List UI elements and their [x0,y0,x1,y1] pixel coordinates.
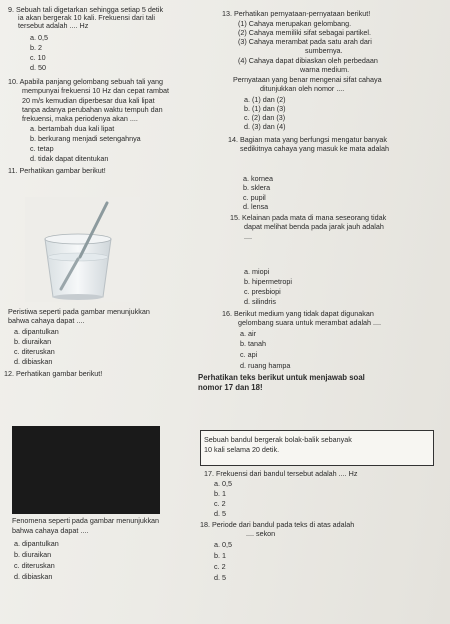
q9-line-3: tersebut adalah .... Hz [18,21,89,30]
q12-caption-1: Fenomena seperti pada gambar menunjukkan [12,516,160,525]
q9-option-a[interactable]: a. 0,5 [30,33,48,42]
light-dispersion-image [12,426,160,514]
q14-option-d[interactable]: d. lensa [243,202,269,211]
q12-option-c[interactable]: c. diteruskan [14,561,55,570]
q17-option-b[interactable]: b. 1 [214,489,226,498]
q9-option-d[interactable]: d. 50 [30,63,46,72]
q11-caption-1: Peristiwa seperti pada gambar menunjukkan [8,307,150,316]
q16-line-1: 16. Berikut medium yang tidak dapat digunakan [222,309,374,318]
q14-option-a[interactable]: a. kornea [243,174,273,183]
q10-option-c[interactable]: c. tetap [30,144,54,153]
q15-line-3: .... [244,232,252,241]
q14-option-b[interactable]: b. sklera [243,183,271,192]
q14-line-2: sedikitnya cahaya yang masuk ke mata adalah [240,144,390,153]
q9-line-1: 9. Sebuah tali digetarkan sehingga setiap 5 detik [8,5,164,14]
q18-option-c[interactable]: c. 2 [214,562,226,571]
q10-option-b[interactable]: b. berkurang menjadi setengahnya [30,134,141,143]
q17-option-a[interactable]: a. 0,5 [214,479,232,488]
q10-line-2: mempunyai frekuensi 10 Hz dan cepat rambat [22,86,170,95]
q10-line-3: 20 m/s kemudian diperbesar dua kali lipat [22,96,155,105]
q13-prompt-1: Pernyataan yang benar mengenai sifat cahaya [233,75,382,84]
q9-option-c[interactable]: c. 10 [30,53,46,62]
q10-line-1: 10. Apabila panjang gelombang sebuah tali yang [8,77,164,86]
q11-option-c[interactable]: c. diteruskan [14,347,55,356]
q18-option-a[interactable]: a. 0,5 [214,540,232,549]
q13-option-d[interactable]: d. (3) dan (4) [244,122,286,131]
q16-option-b[interactable]: b. tanah [240,339,266,348]
q15-line-2: dapat melihat benda pada jarak jauh adalah [244,222,384,231]
q9-line-2: ia akan bergerak 10 kali. Frekuensi dari tali [18,13,156,22]
glass-water-straw-image [25,197,140,302]
q13-prompt-2: ditunjukkan oleh nomor .... [260,84,345,93]
q15-option-b[interactable]: b. hipermetropi [244,277,292,286]
q11-option-a[interactable]: a. dipantulkan [14,327,59,336]
q12-option-d[interactable]: d. dibiaskan [14,572,53,581]
q12-option-b[interactable]: b. diuraikan [14,550,52,559]
q10-line-4: tanpa adanya perubahan waktu tempuh dan [22,105,163,114]
q11-caption-2: bahwa cahaya dapat .... [8,316,85,325]
q18-option-d[interactable]: d. 5 [214,573,226,582]
q11-title: 11. Perhatikan gambar berikut! [8,166,106,175]
q13-statement-4: (4) Cahaya dapat dibiaskan oleh perbedaan [238,56,378,65]
q13-statement-3: (3) Cahaya merambat pada satu arah dari [238,37,372,46]
q15-line-1: 15. Kelainan pada mata di mana seseorang tidak [230,213,387,222]
q16-line-2: gelombang suara untuk merambat adalah .... [238,318,382,327]
q15-option-d[interactable]: d. silindris [244,297,276,306]
q15-option-a[interactable]: a. miopi [244,267,270,276]
q17-option-d[interactable]: d. 5 [214,509,226,518]
q13-statement-3b: sumbernya. [305,46,343,55]
q18-line-2: .... sekon [246,529,276,538]
q17-title: 17. Frekuensi dari bandul tersebut adalah .... Hz [204,469,358,478]
q10-line-5: frekuensi, maka periodenya akan .... [22,114,138,123]
q10-option-a[interactable]: a. bertambah dua kali lipat [30,124,115,133]
q13-title: 13. Perhatikan pernyataan-pernyataan berikut! [222,9,371,18]
q12-title: 12. Perhatikan gambar berikut! [4,369,103,378]
q18-line-1: 18. Periode dari bandul pada teks di atas adalah [200,520,355,529]
q13-statement-1: (1) Cahaya merupakan gelombang. [238,19,352,28]
q18-option-b[interactable]: b. 1 [214,551,226,560]
box-line-2: 10 kali selama 20 detik. [204,445,280,454]
q16-option-d[interactable]: d. ruang hampa [240,361,291,370]
q11-option-d[interactable]: d. dibiaskan [14,357,53,366]
q16-option-c[interactable]: c. api [240,350,258,359]
q10-option-d[interactable]: d. tidak dapat ditentukan [30,154,109,163]
box-line-1: Sebuah bandul bergerak bolak-balik sebanyak [204,435,352,444]
section-instruction-1: Perhatikan teks berikut untuk menjawab soal [198,373,365,382]
q14-option-c[interactable]: c. pupil [243,193,266,202]
q12-caption-2: bahwa cahaya dapat .... [12,526,89,535]
q14-line-1: 14. Bagian mata yang berfungsi mengatur banyak [228,135,388,144]
q9-option-b[interactable]: b. 2 [30,43,42,52]
q16-option-a[interactable]: a. air [240,329,256,338]
q13-statement-2: (2) Cahaya memiliki sifat sebagai partikel. [238,28,372,37]
q13-option-a[interactable]: a. (1) dan (2) [244,95,286,104]
q13-statement-4b: warna medium. [300,65,350,74]
q11-option-b[interactable]: b. diuraikan [14,337,52,346]
q12-option-a[interactable]: a. dipantulkan [14,539,59,548]
section-instruction-2: nomor 17 dan 18! [198,383,263,392]
q13-option-c[interactable]: c. (2) dan (3) [244,113,286,122]
q17-option-c[interactable]: c. 2 [214,499,226,508]
q13-option-b[interactable]: b. (1) dan (3) [244,104,286,113]
q15-option-c[interactable]: c. presbiopi [244,287,281,296]
